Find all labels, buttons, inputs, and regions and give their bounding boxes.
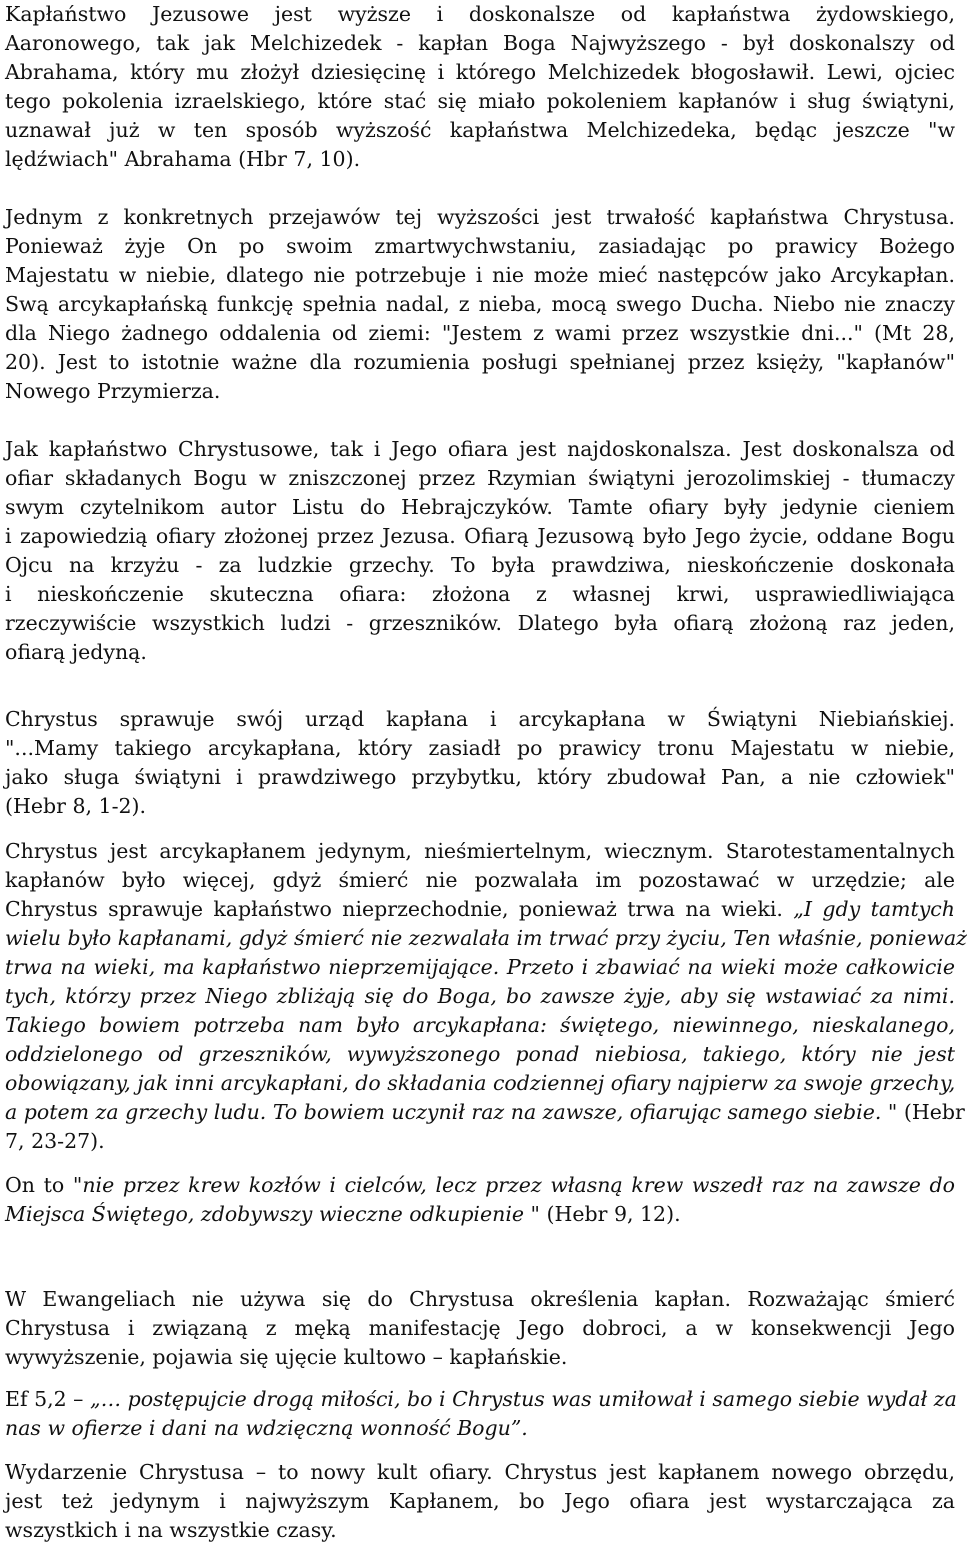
italic-quote-text: Takiego bowiem potrzeba nam było arcykapłana: świętego, niewinnego, nieskalanego,	[5, 1013, 955, 1037]
text-line	[5, 1069, 955, 1098]
italic-quote-text: a potem za grzechy ludu. To bowiem uczynił raz na zawsze, ofiarując samego siebie.	[5, 1100, 882, 1124]
line-text: " (Hebr 9, 12).	[524, 1202, 681, 1226]
text-line	[5, 866, 955, 895]
line-text: 7, 23-27).	[5, 1129, 105, 1153]
italic-quote-text: tych, którzy przez Niego zbliżają się do Boga, bo zawsze żyje, aby się wstawiać za nimi.	[5, 984, 955, 1008]
text-line	[5, 638, 955, 667]
line-text: Chrystus jest arcykapłanem jedynym, nieśmiertelnym, wiecznym. Starotestamentalnych	[5, 839, 955, 863]
text-line	[5, 1314, 955, 1343]
italic-quote-text: nas w ofierze i dani na wdzięczną wonność Bogu”.	[5, 1416, 528, 1440]
text-line	[5, 58, 955, 87]
line-text: wszystkich i na wszystkie czasy.	[5, 1518, 337, 1542]
text-line	[5, 1098, 965, 1127]
text-line	[5, 203, 955, 232]
text-line	[5, 0, 955, 29]
line-text: (Hebr 8, 1-2).	[5, 794, 147, 818]
line-text: Ponieważ żyje On po swoim zmartwychwstaniu, zasiadając po prawicy Bożego	[5, 234, 955, 258]
line-text: " (Hebr	[881, 1100, 965, 1124]
text-line	[5, 116, 955, 145]
line-text: kapłanów było więcej, gdyż śmierć nie pozwalała im pozostawać w urzędzie; ale	[5, 868, 955, 892]
text-line	[5, 464, 955, 493]
text-line	[5, 792, 955, 821]
text-line	[5, 705, 955, 734]
line-text: tego pokolenia izraelskiego, które stać się miało pokoleniem kapłanów i sług świątyni,	[5, 89, 955, 113]
line-text: i zapowiedzią ofiary złożonej przez Jezusa. Ofiarą Jezusową było Jego życie, oddane Bogu	[5, 524, 955, 548]
line-text: 20). Jest to istotnie ważne dla rozumienia posługi spełnianej przez księży, "kapłanów"	[5, 350, 955, 374]
text-line	[5, 982, 955, 1011]
line-text: Aaronowego, tak jak Melchizedek - kapłan Boga Najwyższego - był doskonalszy od	[5, 31, 955, 55]
paragraph-3	[5, 435, 955, 667]
italic-quote-text: „I gdy tamtych	[793, 897, 955, 921]
line-text: Nowego Przymierza.	[5, 379, 221, 403]
text-line	[5, 551, 955, 580]
paragraph-4	[5, 705, 955, 821]
paragraph-7	[5, 1285, 955, 1372]
line-text: lędźwiach" Abrahama (Hbr 7, 10).	[5, 147, 361, 171]
text-line	[5, 1285, 955, 1314]
line-text: Abrahama, który mu złożył dziesięcinę i którego Melchizedek błogosławił. Lewi, ojciec	[5, 60, 955, 84]
text-line	[5, 435, 955, 464]
italic-quote-text: wielu było kapłanami, gdyż śmierć nie zezwalała im trwać przy życiu, Ten właśnie, ponieważ	[5, 926, 967, 950]
text-line	[5, 763, 955, 792]
text-line	[5, 1171, 955, 1200]
line-text: jest też jedynym i najwyższym Kapłanem, bo Jego ofiara jest wystarczająca za	[5, 1489, 955, 1513]
text-line	[5, 522, 955, 551]
paragraph-5	[5, 837, 967, 1156]
line-text: rzeczywiście wszystkich ludzi - grzeszników. Dlatego była ofiarą złożoną raz jeden,	[5, 611, 955, 635]
line-text: swym czytelnikom autor Listu do Hebrajczyków. Tamte ofiary były jedynie cieniem	[5, 495, 955, 519]
line-text: "...Mamy takiego arcykapłana, który zasiadł po prawicy tronu Majestatu w niebie,	[5, 736, 955, 760]
line-text: W Ewangeliach nie używa się do Chrystusa określenia kapłan. Rozważając śmierć	[5, 1287, 955, 1311]
text-line	[5, 290, 955, 319]
line-text: Chrystus sprawuje kapłaństwo nieprzechodnie, ponieważ trwa na wieki.	[5, 897, 794, 921]
italic-quote-text: „… postępujcie drogą miłości, bo i Chrystus was umiłował i samego siebie wydał za	[89, 1387, 957, 1411]
paragraph-1	[5, 0, 955, 174]
text-line	[5, 1487, 955, 1516]
text-line	[5, 377, 955, 406]
paragraph-6	[5, 1171, 955, 1229]
line-text: Majestatu w niebie, dlatego nie potrzebuje i nie może mieć następców jako Arcykapłan.	[5, 263, 955, 287]
line-text: ofiarą jedyną.	[5, 640, 147, 664]
line-text: Ojcu na krzyżu - za ludzkie grzechy. To była prawdziwa, nieskończenie doskonała	[5, 553, 955, 577]
text-line	[5, 609, 955, 638]
text-line	[5, 895, 955, 924]
italic-quote-text: nie przez krew kozłów i cielców, lecz przez własną krew wszedł raz na zawsze do	[82, 1173, 955, 1197]
text-line	[5, 1011, 955, 1040]
paragraph-8	[5, 1385, 955, 1443]
text-line	[5, 734, 955, 763]
text-line	[5, 1458, 955, 1487]
italic-quote-text: trwa na wieki, ma kapłaństwo nieprzemijające. Przeto i zbawiać na wieki może całkowicie	[5, 955, 955, 979]
paragraph-2	[5, 203, 955, 406]
line-text: i nieskończenie skuteczna ofiara: złożona z własnej krwi, usprawiedliwiająca	[5, 582, 955, 606]
paragraph-9	[5, 1458, 955, 1545]
text-line	[5, 232, 955, 261]
text-line	[5, 261, 955, 290]
line-text: Kapłaństwo Jezusowe jest wyższe i doskonalsze od kapłaństwa żydowskiego,	[5, 2, 955, 26]
line-text: Wydarzenie Chrystusa – to nowy kult ofiary. Chrystus jest kapłanem nowego obrzędu,	[5, 1460, 955, 1484]
line-text: Swą arcykapłańską funkcję spełnia nadal, z nieba, mocą swego Ducha. Niebo nie znaczy	[5, 292, 955, 316]
text-line	[5, 1200, 955, 1229]
text-line	[5, 837, 955, 866]
text-line	[5, 87, 955, 116]
text-line	[5, 319, 955, 348]
line-text: wywyższenie, pojawia się ujęcie kultowo – kapłańskie.	[5, 1345, 568, 1369]
italic-quote-text: oddzielonego od grzeszników, wywyższonego ponad niebiosa, takiego, który nie jest	[5, 1042, 955, 1066]
line-text: dla Niego żadnego oddalenia od ziemi: "Jestem z wami przez wszystkie dni..." (Mt 28,	[5, 321, 955, 345]
line-text: Chrystusa i związaną z męką manifestację Jego dobroci, a w konsekwencji Jego	[5, 1316, 955, 1340]
text-line	[5, 924, 967, 953]
line-text: ofiar składanych Bogu w zniszczonej przez Rzymian świątyni jerozolimskiej - tłumaczy	[5, 466, 955, 490]
text-line	[5, 1385, 955, 1414]
text-line	[5, 953, 955, 982]
italic-quote-text: obowiązany, jak inni arcykapłani, do składania codziennej ofiary najpierw za swoje grzechy,	[5, 1071, 956, 1095]
text-line	[5, 1516, 955, 1545]
text-line	[5, 1040, 955, 1069]
text-line	[5, 29, 955, 58]
line-text: uznawał już w ten sposób wyższość kapłaństwa Melchizedeka, będąc jeszcze "w	[5, 118, 955, 142]
text-line	[5, 493, 955, 522]
line-text: jako sługa świątyni i prawdziwego przybytku, który zbudował Pan, a nie człowiek"	[5, 765, 955, 789]
text-line	[5, 348, 955, 377]
text-line	[5, 1343, 955, 1372]
line-text: Ef 5,2 –	[5, 1387, 90, 1411]
text-line	[5, 580, 955, 609]
text-line	[5, 145, 955, 174]
line-text: Chrystus sprawuje swój urząd kapłana i arcykapłana w Świątyni Niebiańskiej.	[5, 707, 955, 731]
line-text: Jak kapłaństwo Chrystusowe, tak i Jego ofiara jest najdoskonalsza. Jest doskonalsza od	[5, 437, 955, 461]
italic-quote-text: Miejsca Świętego, zdobywszy wieczne odkupienie	[5, 1202, 525, 1226]
line-text: Jednym z konkretnych przejawów tej wyższości jest trwałość kapłaństwa Chrystusa.	[5, 205, 955, 229]
line-text: On to "	[5, 1173, 83, 1197]
text-line	[5, 1414, 955, 1443]
text-line	[5, 1127, 955, 1156]
